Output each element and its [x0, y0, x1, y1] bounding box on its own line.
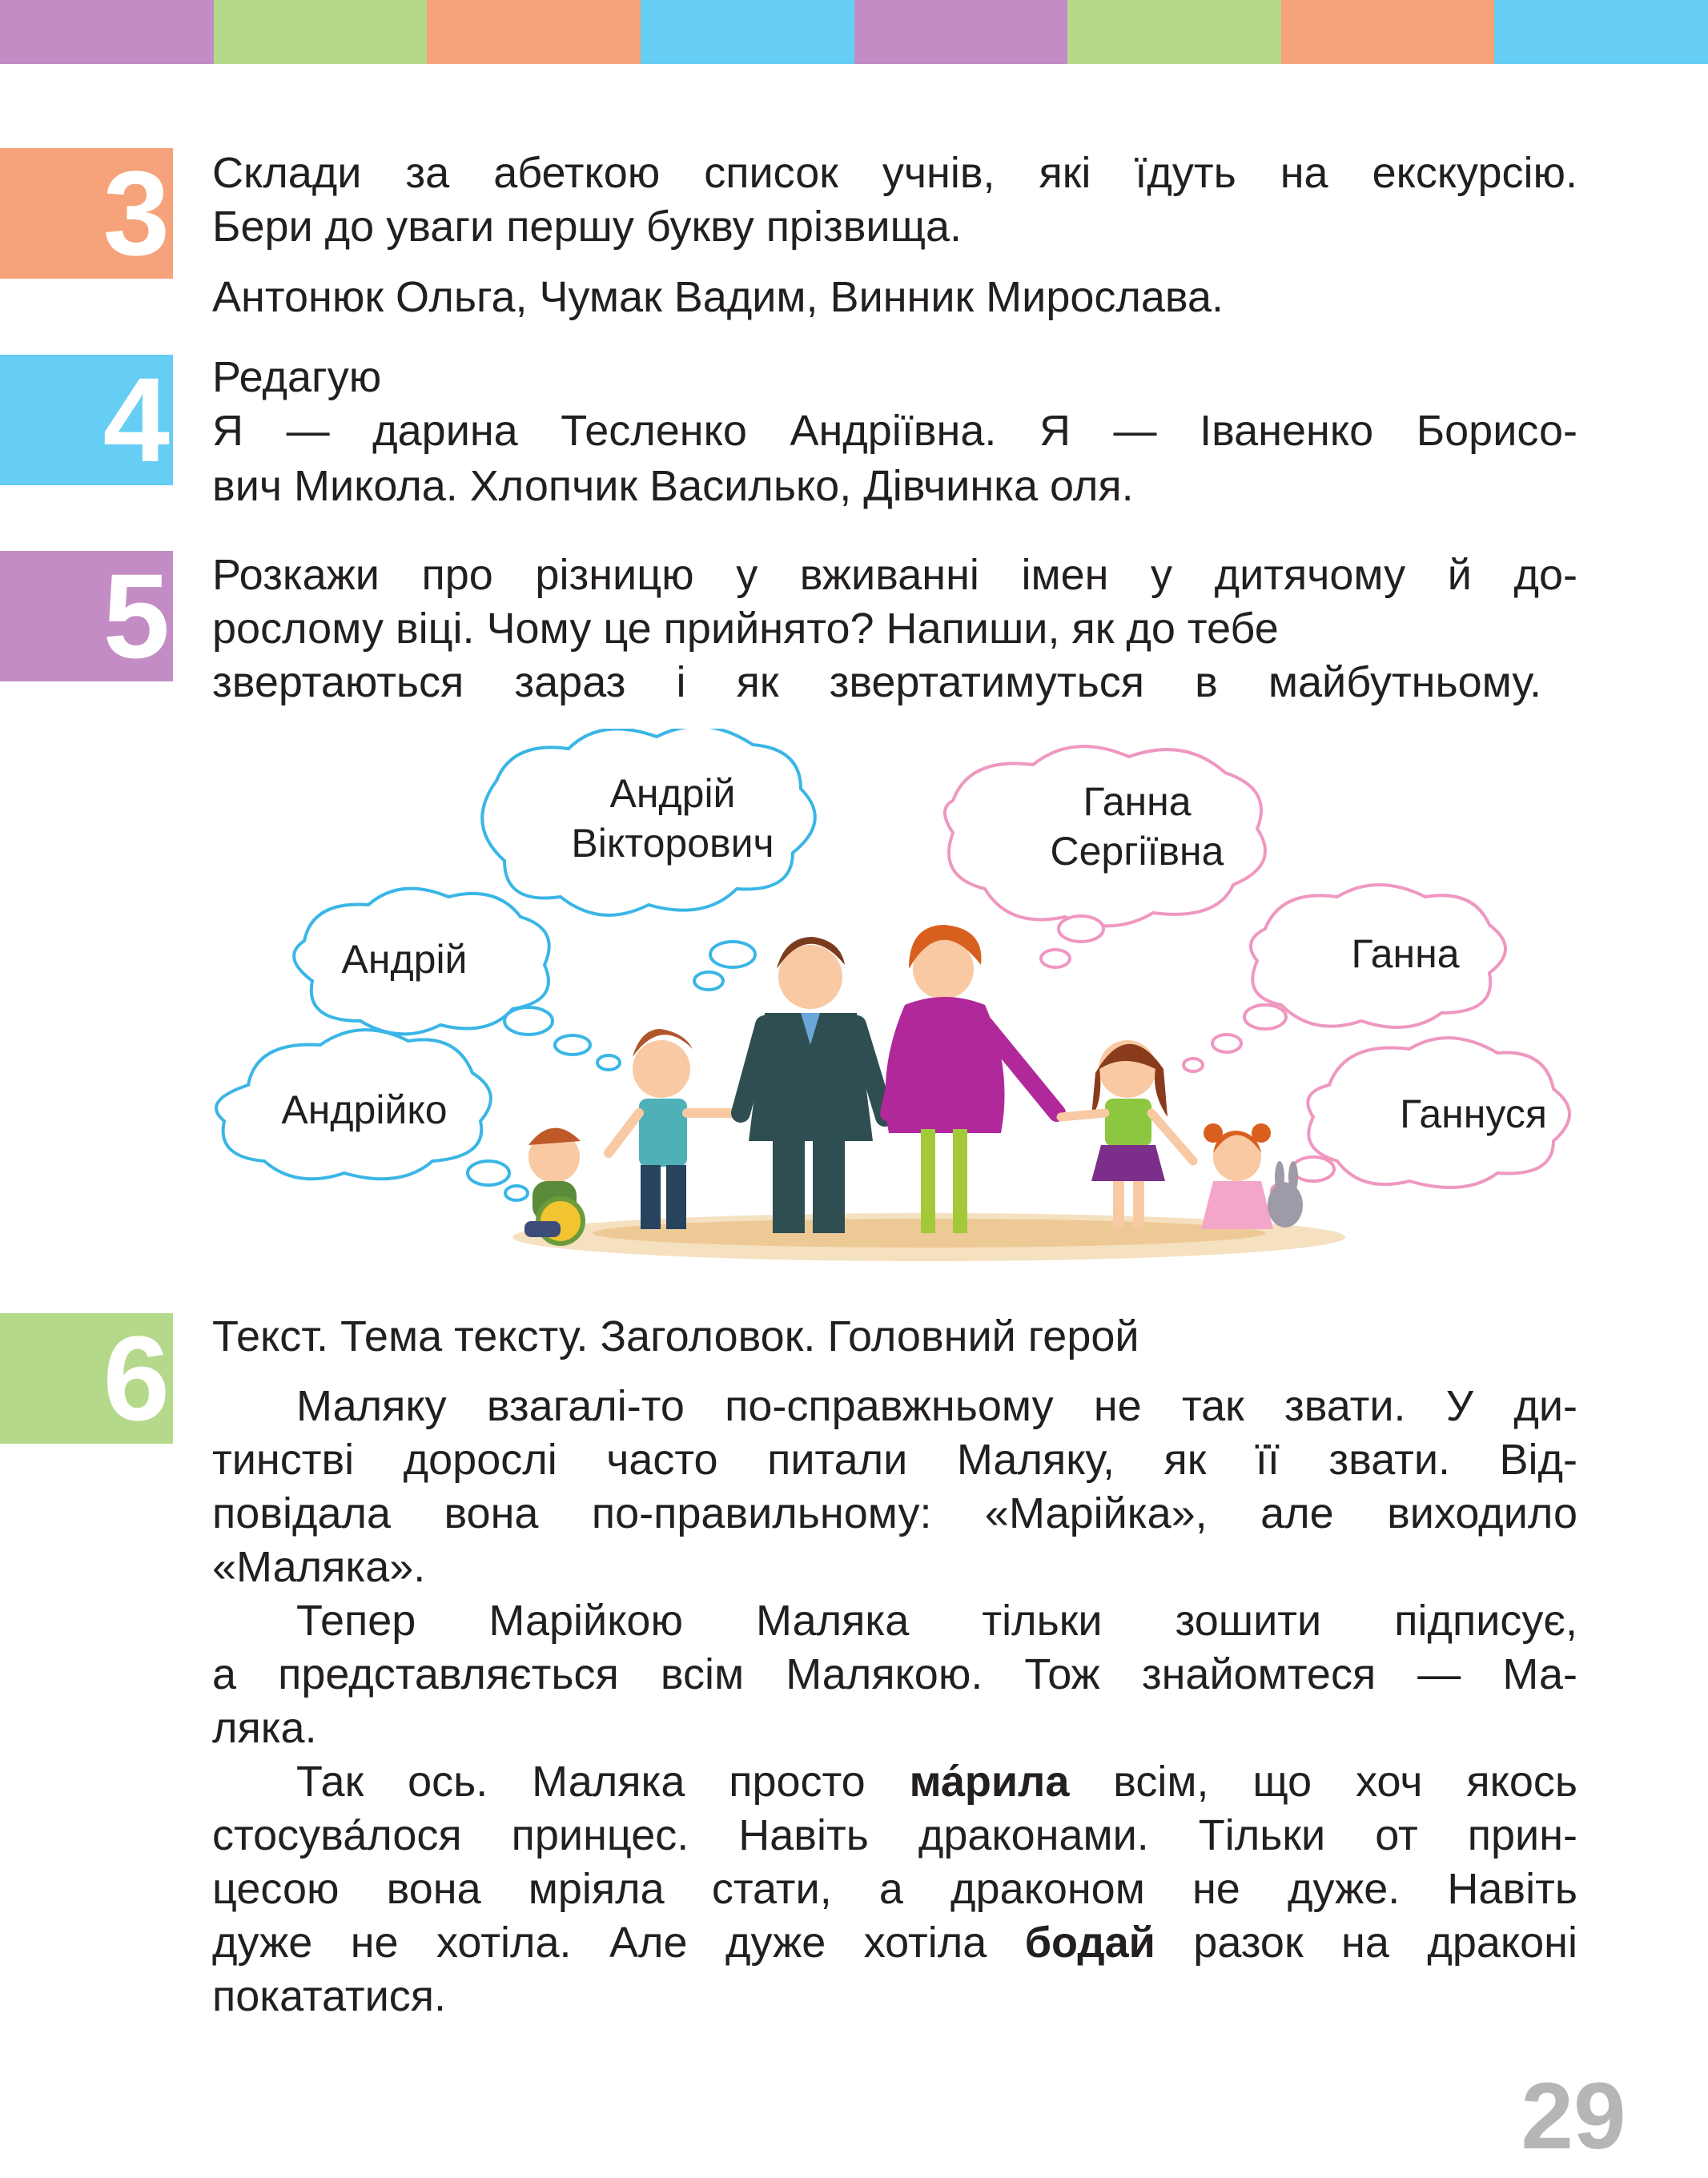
exercise-6-heading: Текст. Тема тексту. Заголовок. Головний герой	[212, 1312, 1139, 1360]
text-line: Маляку взагалі-то по-справжньому не так звати. У ди-	[296, 1382, 1577, 1430]
text-span: дуже не хотіла. Але дуже хотіла	[212, 1919, 1025, 1967]
exercise-4-line: Я — дарина Тесленко Андріївна. Я — Іваненко Борисо-	[212, 407, 1577, 455]
exercise-number-4: 4	[0, 355, 173, 485]
text-line: повідала вона по-правильному: «Марійка», але виходило	[212, 1489, 1577, 1537]
exercise-3-names: Антонюк Ольга, Чумак Вадим, Винник Мирослава.	[212, 273, 1224, 321]
stripe-segment	[1067, 0, 1281, 64]
exercise-number-3: 3	[0, 148, 173, 279]
exercise-5-line: Розкажи про різницю у вживанні імен у дитячому й до-	[212, 551, 1577, 599]
exercise-4-line: вич Микола. Хлопчик Василько, Дівчинка оля.	[212, 462, 1134, 510]
bold-word: бодай	[1024, 1919, 1155, 1967]
illustration-drawing	[200, 729, 1642, 1273]
text-line: стосува́лося принцес. Навіть драконами. Тільки от прин-	[212, 1811, 1577, 1859]
top-color-stripe	[0, 0, 1708, 64]
stripe-segment	[1281, 0, 1495, 64]
exercise-3-line: Бери до уваги першу букву прізвища.	[212, 203, 963, 251]
text-line	[212, 1755, 1577, 1809]
cloud-label-man	[537, 769, 809, 868]
stripe-segment	[641, 0, 854, 64]
text-line: тинстві дорослі часто питали Маляку, як її звати. Від-	[212, 1436, 1577, 1484]
cloud-label-boy-baby: Андрійко	[281, 1087, 448, 1132]
text-line: ляка.	[212, 1704, 317, 1752]
stripe-segment	[854, 0, 1068, 64]
cloud-label-boy-child: Андрій	[341, 937, 468, 982]
cloud-label-woman	[1001, 777, 1273, 876]
exercise-3-line: Склади за абеткою список учнів, які їдуть на екскурсію.	[212, 149, 1577, 197]
text-line: Тепер Марійкою Маляка тільки зошити підписує,	[296, 1597, 1577, 1645]
exercise-4-heading: Редагую	[212, 353, 382, 401]
text-span: всім, що хоч якось	[1069, 1758, 1577, 1806]
stripe-segment	[427, 0, 641, 64]
cloud-label-girl-baby: Ганнуся	[1400, 1091, 1547, 1136]
stripe-segment	[1494, 0, 1708, 64]
text-line: а представляється всім Малякою. Тож знайомтеся — Ма-	[212, 1650, 1577, 1698]
cloud-label-man-first-name: Андрій	[609, 771, 736, 816]
cloud-label-man-patronymic: Вікторович	[571, 821, 774, 866]
exercise-5-line: звертаються зараз і як звертатимуться в майбутньому.	[212, 658, 1541, 706]
exercise-number-6: 6	[0, 1313, 173, 1444]
page-number: 29	[1521, 2063, 1626, 2169]
cloud-label-girl-child: Ганна	[1351, 931, 1460, 976]
stripe-segment	[0, 0, 214, 64]
text-line	[212, 1916, 1577, 1970]
family-illustration	[200, 729, 1642, 1273]
text-span: разок на драконі	[1155, 1919, 1577, 1967]
text-line: покататися.	[212, 1972, 447, 2020]
text-span: Так ось. Маляка просто	[296, 1758, 910, 1806]
stripe-segment	[214, 0, 428, 64]
cloud-label-woman-patronymic: Сергіївна	[1050, 829, 1224, 874]
cloud-label-woman-first-name: Ганна	[1083, 779, 1192, 824]
bold-word: ма́рила	[909, 1758, 1070, 1806]
exercise-5-line: рослому віці. Чому це прийнято? Напиши, як до тебе	[212, 605, 1279, 653]
exercise-number-5: 5	[0, 551, 173, 681]
text-line: «Маляка».	[212, 1543, 426, 1591]
text-line: цесою вона мріяла стати, а драконом не дуже. Навіть	[212, 1865, 1577, 1913]
